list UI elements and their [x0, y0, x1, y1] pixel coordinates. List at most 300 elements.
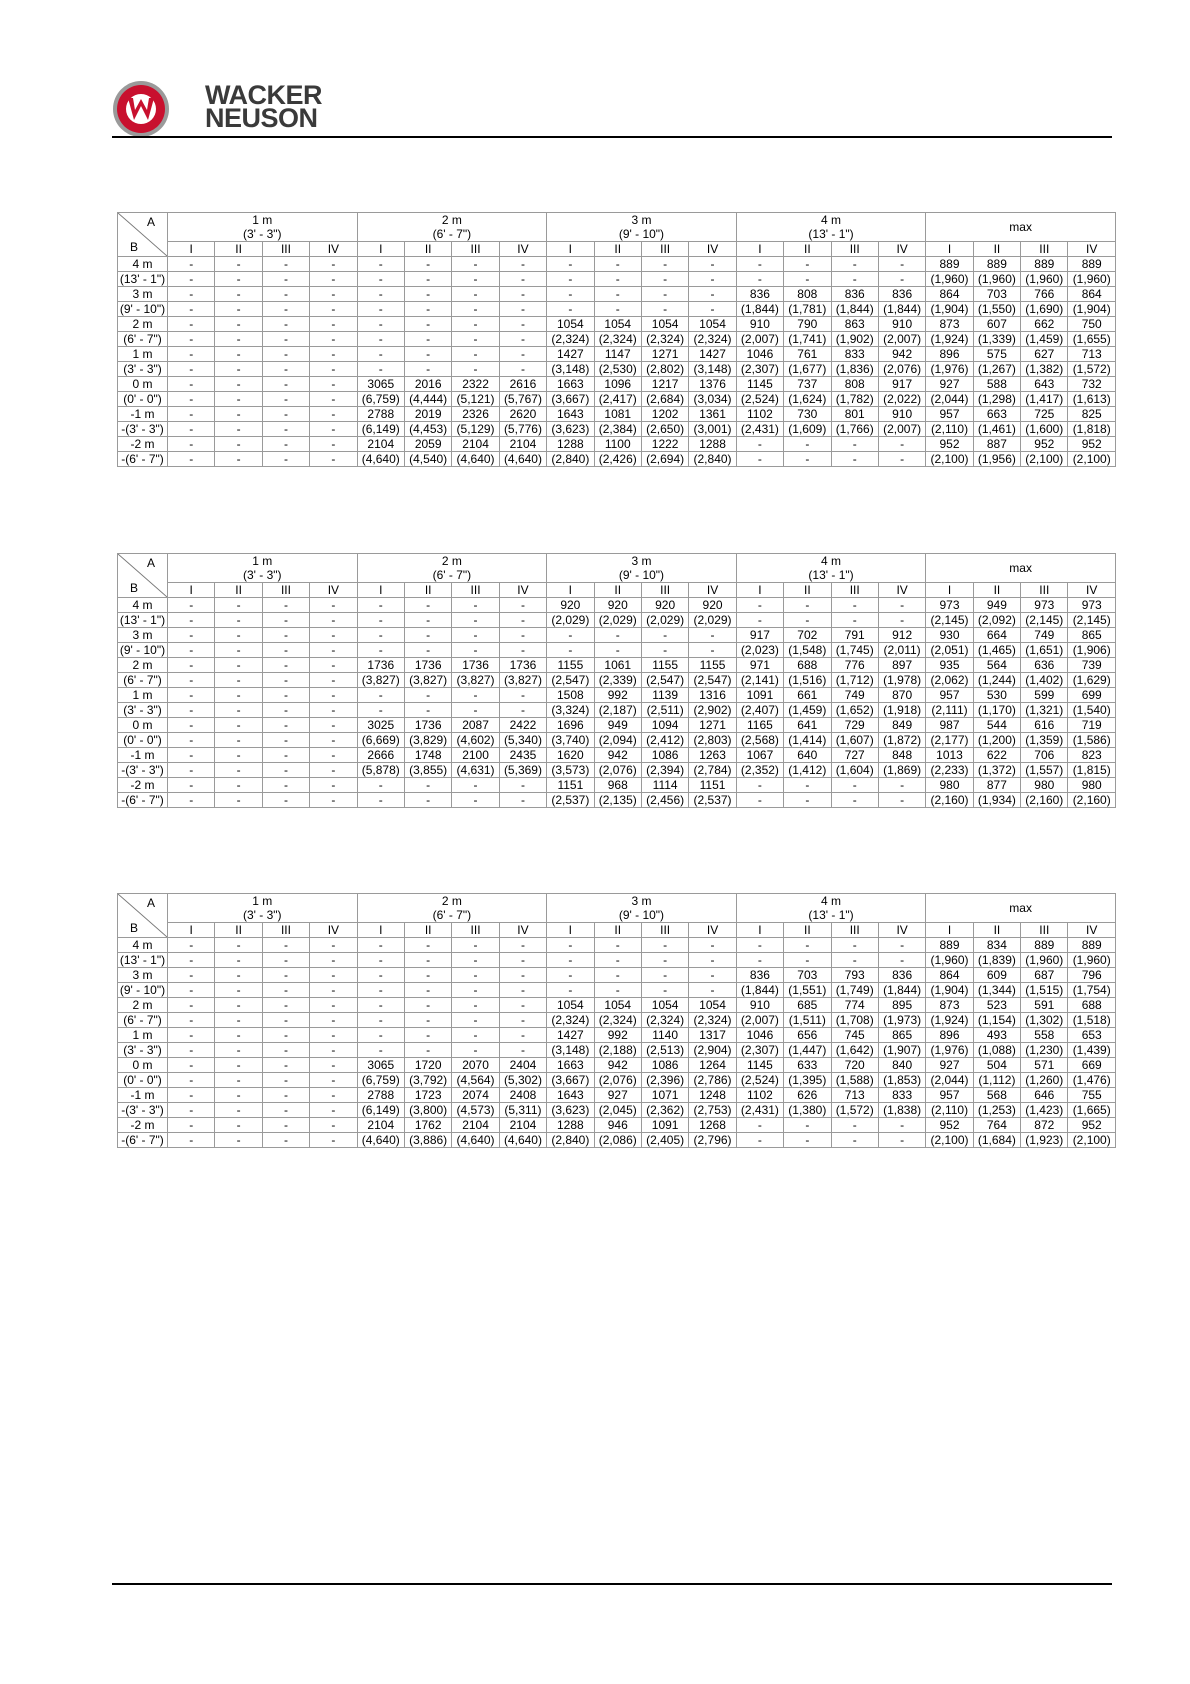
table-cell: - [262, 968, 309, 983]
brand-name [205, 80, 322, 133]
distance-subheader: (3' - 3") [168, 908, 358, 923]
table-cell: (1,476) [1068, 1073, 1115, 1088]
table-cell: - [310, 272, 357, 287]
table-cell: - [215, 643, 262, 658]
table-cell: (2,029) [547, 613, 594, 628]
corner-cell [118, 554, 168, 598]
roman-header: IV [499, 923, 546, 938]
table-cell: (1,844) [878, 302, 925, 317]
table-row [118, 953, 1116, 968]
table-cell: - [357, 998, 404, 1013]
table-cell: - [689, 968, 736, 983]
table-cell: 3065 [357, 1058, 404, 1073]
table-cell: 833 [878, 1088, 925, 1103]
table-cell: (1,872) [878, 733, 925, 748]
table-cell: (2,086) [594, 1133, 641, 1148]
table-cell: (4,453) [404, 422, 451, 437]
table-cell: - [499, 998, 546, 1013]
roman-header: I [736, 242, 783, 257]
table-cell: - [310, 793, 357, 808]
table-cell: 917 [878, 377, 925, 392]
table-cell: - [831, 1118, 878, 1133]
table-cell: (2,902) [689, 703, 736, 718]
table-cell: (1,414) [784, 733, 831, 748]
table-cell: - [452, 998, 499, 1013]
table-cell: - [641, 643, 688, 658]
table-cell: - [878, 598, 925, 613]
table-cell: (2,537) [689, 793, 736, 808]
table-cell: - [168, 778, 215, 793]
table-cell: - [262, 613, 309, 628]
table-row [118, 347, 1116, 362]
max-header: max [926, 213, 1116, 242]
table-cell: 664 [973, 628, 1020, 643]
table-cell: (2,307) [736, 362, 783, 377]
table-cell: - [357, 287, 404, 302]
table-cell: (1,923) [1021, 1133, 1068, 1148]
table-cell: 1663 [547, 1058, 594, 1073]
table-cell: (3,829) [404, 733, 451, 748]
table-cell: - [736, 272, 783, 287]
table-cell: (2,324) [689, 332, 736, 347]
table-cell: - [357, 302, 404, 317]
table-cell: 897 [878, 658, 925, 673]
table-cell: - [831, 598, 878, 613]
table-cell: - [310, 703, 357, 718]
table-cell: 864 [1068, 287, 1115, 302]
table-cell: - [215, 953, 262, 968]
table-cell: 1217 [641, 377, 688, 392]
table-cell: - [404, 332, 451, 347]
table-cell: - [215, 748, 262, 763]
table-cell: (1,960) [1068, 953, 1115, 968]
roman-header: I [547, 242, 594, 257]
table-cell: 1736 [499, 658, 546, 673]
table-cell: 774 [831, 998, 878, 1013]
table-cell: 2104 [499, 1118, 546, 1133]
table-cell: 2616 [499, 377, 546, 392]
table-cell: - [404, 347, 451, 362]
table-cell: - [404, 703, 451, 718]
table-cell: (1,629) [1068, 673, 1115, 688]
table-cell: (1,853) [878, 1073, 925, 1088]
table-cell: (1,690) [1021, 302, 1068, 317]
table-cell: 1140 [641, 1028, 688, 1043]
table-cell: - [168, 703, 215, 718]
table-cell: (2,530) [594, 362, 641, 377]
table-cell: - [168, 643, 215, 658]
table-cell: 1046 [736, 347, 783, 362]
table-cell: (2,753) [689, 1103, 736, 1118]
table-cell: 1268 [689, 1118, 736, 1133]
roman-header: I [926, 583, 973, 598]
row-label: -(6' - 7") [118, 1133, 168, 1148]
table-row [118, 778, 1116, 793]
table-cell: - [499, 613, 546, 628]
table-cell: - [215, 1043, 262, 1058]
table-cell: (5,302) [499, 1073, 546, 1088]
table-cell: - [404, 968, 451, 983]
load-table-1 [117, 212, 1116, 467]
table-cell: (2,029) [641, 613, 688, 628]
table-cell: 730 [784, 407, 831, 422]
table-cell: - [168, 793, 215, 808]
table-row [118, 437, 1116, 452]
table-cell: (2,111) [926, 703, 973, 718]
table-cell: - [499, 272, 546, 287]
table-cell: 530 [973, 688, 1020, 703]
table-cell: (1,766) [831, 422, 878, 437]
table-row [118, 1013, 1116, 1028]
table-cell: - [831, 437, 878, 452]
table-cell: - [404, 688, 451, 703]
table-cell: 732 [1068, 377, 1115, 392]
table-cell: (2,100) [1068, 452, 1115, 467]
table-cell: (4,540) [404, 452, 451, 467]
table-cell: - [168, 983, 215, 998]
row-label: 4 m [118, 257, 168, 272]
table-cell: (2,524) [736, 1073, 783, 1088]
table-cell: - [547, 938, 594, 953]
table-cell: (2,233) [926, 763, 973, 778]
table-cell: - [262, 287, 309, 302]
table-cell: 504 [973, 1058, 1020, 1073]
distance-header: 4 m [736, 213, 926, 228]
table-cell: - [262, 392, 309, 407]
table-cell: (3,792) [404, 1073, 451, 1088]
table-cell: 1091 [736, 688, 783, 703]
table-cell: (1,321) [1021, 703, 1068, 718]
table-cell: (1,511) [784, 1013, 831, 1028]
table-cell: - [262, 437, 309, 452]
table-cell: (3,886) [404, 1133, 451, 1148]
table-cell: - [215, 733, 262, 748]
table-cell: (1,200) [973, 733, 1020, 748]
table-cell: - [215, 1073, 262, 1088]
roman-header: III [452, 242, 499, 257]
table-cell: 687 [1021, 968, 1068, 983]
table-cell: - [262, 317, 309, 332]
roman-header: I [168, 923, 215, 938]
table-cell: - [452, 703, 499, 718]
table-cell: (1,960) [1021, 272, 1068, 287]
table-row [118, 452, 1116, 467]
table-cell: 952 [1021, 437, 1068, 452]
table-cell: 848 [878, 748, 925, 763]
table-cell: - [310, 983, 357, 998]
table-cell: - [215, 688, 262, 703]
table-cell: 609 [973, 968, 1020, 983]
table-cell: 1054 [547, 317, 594, 332]
table-cell: 616 [1021, 718, 1068, 733]
table-cell: (2,412) [641, 733, 688, 748]
table-cell: - [215, 1103, 262, 1118]
table-cell: 713 [831, 1088, 878, 1103]
row-label: (3' - 3") [118, 362, 168, 377]
table-cell: (2,405) [641, 1133, 688, 1148]
table-cell: - [736, 1118, 783, 1133]
table-cell: - [310, 998, 357, 1013]
table-cell: - [452, 257, 499, 272]
table-cell: (1,267) [973, 362, 1020, 377]
table-cell: - [594, 257, 641, 272]
table-cell: - [404, 1013, 451, 1028]
row-label: -2 m [118, 437, 168, 452]
table-cell: (1,518) [1068, 1013, 1115, 1028]
table-cell: 836 [736, 968, 783, 983]
table-cell: - [215, 598, 262, 613]
table-cell: - [831, 778, 878, 793]
table-cell: - [168, 422, 215, 437]
table-cell: - [452, 598, 499, 613]
table-cell: - [594, 302, 641, 317]
table-cell: 796 [1068, 968, 1115, 983]
table-cell: (2,324) [594, 1013, 641, 1028]
table-cell: 1081 [594, 407, 641, 422]
table-cell: - [262, 763, 309, 778]
table-cell: 1736 [357, 658, 404, 673]
table-cell: - [736, 1133, 783, 1148]
row-label: (0' - 0") [118, 733, 168, 748]
table-cell: (1,423) [1021, 1103, 1068, 1118]
table-row [118, 392, 1116, 407]
table-cell: (3,148) [547, 1043, 594, 1058]
table-cell: 952 [926, 437, 973, 452]
table-cell: - [547, 628, 594, 643]
table-cell: (1,976) [926, 1043, 973, 1058]
table-cell: (2,076) [878, 362, 925, 377]
table-cell: (1,551) [784, 983, 831, 998]
table-cell: 942 [594, 748, 641, 763]
table-cell: 1723 [404, 1088, 451, 1103]
table-cell: - [310, 718, 357, 733]
table-row [118, 643, 1116, 658]
table-cell: 2016 [404, 377, 451, 392]
table-cell: 3025 [357, 718, 404, 733]
table-cell: (5,767) [499, 392, 546, 407]
table-cell: 927 [594, 1088, 641, 1103]
table-cell: (1,372) [973, 763, 1020, 778]
table-cell: (2,307) [736, 1043, 783, 1058]
header-row-distance [118, 894, 1116, 909]
distance-subheader: (13' - 1") [736, 227, 926, 242]
roman-header: III [262, 242, 309, 257]
table-cell: 1165 [736, 718, 783, 733]
table-cell: - [594, 272, 641, 287]
table-cell: 1147 [594, 347, 641, 362]
table-cell: (3,001) [689, 422, 736, 437]
corner-cell [118, 894, 168, 938]
table-cell: (3,034) [689, 392, 736, 407]
table-cell: - [215, 968, 262, 983]
table-cell: (2,352) [736, 763, 783, 778]
table-cell: (1,112) [973, 1073, 1020, 1088]
table-cell: - [262, 1058, 309, 1073]
table-cell: (1,960) [926, 953, 973, 968]
table-cell: (2,160) [1021, 793, 1068, 808]
table-cell: 1067 [736, 748, 783, 763]
table-cell: (3,827) [404, 673, 451, 688]
table-cell: 808 [831, 377, 878, 392]
table-cell: (2,339) [594, 673, 641, 688]
table-cell: - [831, 257, 878, 272]
table-cell: - [215, 272, 262, 287]
roman-header: II [973, 923, 1020, 938]
corner-cell [118, 213, 168, 257]
table-cell: - [168, 1058, 215, 1073]
table-cell: (1,652) [831, 703, 878, 718]
table-cell: (1,412) [784, 763, 831, 778]
table-cell: (1,844) [736, 983, 783, 998]
roman-header: IV [689, 583, 736, 598]
table-cell: (2,904) [689, 1043, 736, 1058]
table-row [118, 272, 1116, 287]
table-cell: - [357, 983, 404, 998]
roman-header: IV [310, 583, 357, 598]
table-cell: 1091 [641, 1118, 688, 1133]
table-cell: - [262, 302, 309, 317]
table-cell: - [357, 953, 404, 968]
table-cell: 719 [1068, 718, 1115, 733]
table-cell: (1,934) [973, 793, 1020, 808]
distance-header: 1 m [168, 213, 358, 228]
table-cell: (2,100) [926, 1133, 973, 1148]
table-cell: 568 [973, 1088, 1020, 1103]
table-cell: 1663 [547, 377, 594, 392]
table-cell: (1,918) [878, 703, 925, 718]
table-cell: (1,417) [1021, 392, 1068, 407]
table-cell: (1,712) [831, 673, 878, 688]
table-cell: (1,395) [784, 1073, 831, 1088]
table-cell: - [310, 658, 357, 673]
table-cell: 641 [784, 718, 831, 733]
row-label: (9' - 10") [118, 643, 168, 658]
table-cell: - [689, 953, 736, 968]
table-row [118, 1058, 1116, 1073]
table-cell: - [784, 452, 831, 467]
table-cell: - [262, 272, 309, 287]
table-cell: (3,667) [547, 392, 594, 407]
table-cell: - [357, 938, 404, 953]
table-cell: - [262, 332, 309, 347]
table-cell: - [262, 1133, 309, 1148]
table-cell: (2,110) [926, 422, 973, 437]
table-cell: 873 [926, 317, 973, 332]
table-cell: 1271 [689, 718, 736, 733]
table-cell: - [215, 1058, 262, 1073]
table-cell: - [357, 628, 404, 643]
roman-header: IV [689, 923, 736, 938]
roman-header: II [594, 583, 641, 598]
table-cell: 745 [831, 1028, 878, 1043]
table-cell: (2,394) [641, 763, 688, 778]
table-cell: - [878, 452, 925, 467]
table-cell: 3065 [357, 377, 404, 392]
table-cell: (2,417) [594, 392, 641, 407]
table-cell: 739 [1068, 658, 1115, 673]
table-cell: - [452, 643, 499, 658]
table-cell: (1,170) [973, 703, 1020, 718]
table-cell: - [499, 983, 546, 998]
table-cell: 544 [973, 718, 1020, 733]
table-cell: (2,110) [926, 1103, 973, 1118]
table-cell: (2,511) [641, 703, 688, 718]
table-cell: 910 [736, 998, 783, 1013]
table-cell: - [594, 968, 641, 983]
table-cell: (1,515) [1021, 983, 1068, 998]
table-cell: 889 [926, 257, 973, 272]
table-cell: - [499, 643, 546, 658]
table-cell: - [168, 968, 215, 983]
table-cell: 823 [1068, 748, 1115, 763]
roman-header: I [357, 923, 404, 938]
table-cell: 1696 [547, 718, 594, 733]
table-cell: 952 [1068, 1118, 1115, 1133]
table-cell: (1,844) [831, 302, 878, 317]
table-row [118, 1103, 1116, 1118]
row-label: 4 m [118, 598, 168, 613]
table-cell: (1,550) [973, 302, 1020, 317]
table-cell: - [404, 302, 451, 317]
roman-header: II [784, 583, 831, 598]
table-cell: 872 [1021, 1118, 1068, 1133]
table-cell: (1,461) [973, 422, 1020, 437]
table-cell: 952 [1068, 437, 1115, 452]
table-cell: (1,465) [973, 643, 1020, 658]
table-cell: - [736, 613, 783, 628]
table-cell: (2,007) [736, 1013, 783, 1028]
table-cell: - [168, 437, 215, 452]
row-label: (0' - 0") [118, 1073, 168, 1088]
table-cell: (1,973) [878, 1013, 925, 1028]
distance-subheader: (6' - 7") [357, 568, 547, 583]
table-cell: - [784, 437, 831, 452]
table-cell: - [310, 452, 357, 467]
row-label: 2 m [118, 658, 168, 673]
table-cell: 836 [831, 287, 878, 302]
table-row [118, 938, 1116, 953]
roman-header: IV [310, 242, 357, 257]
table-cell: - [310, 778, 357, 793]
table-cell: - [262, 1088, 309, 1103]
table-cell: (5,369) [499, 763, 546, 778]
table-cell: - [452, 613, 499, 628]
max-header: max [926, 554, 1116, 583]
table-cell: (4,640) [499, 452, 546, 467]
table-cell: - [310, 407, 357, 422]
row-label: 2 m [118, 998, 168, 1013]
table-cell: 1145 [736, 1058, 783, 1073]
table-cell: - [404, 362, 451, 377]
table-cell: - [310, 1013, 357, 1028]
table-cell: - [215, 1133, 262, 1148]
table-cell: (2,145) [1021, 613, 1068, 628]
table-cell: - [499, 953, 546, 968]
corner-label-a: A [146, 556, 155, 570]
table-cell: - [357, 778, 404, 793]
distance-header: 1 m [168, 894, 358, 909]
table-cell: 980 [926, 778, 973, 793]
table-cell: - [499, 317, 546, 332]
table-cell: 1508 [547, 688, 594, 703]
table-cell: 1317 [689, 1028, 736, 1043]
table-cell: - [215, 938, 262, 953]
table-cell: (1,607) [831, 733, 878, 748]
table-cell: - [262, 733, 309, 748]
table-cell: 1427 [689, 347, 736, 362]
table-cell: - [547, 257, 594, 272]
diagonal-divider-icon [118, 554, 167, 597]
